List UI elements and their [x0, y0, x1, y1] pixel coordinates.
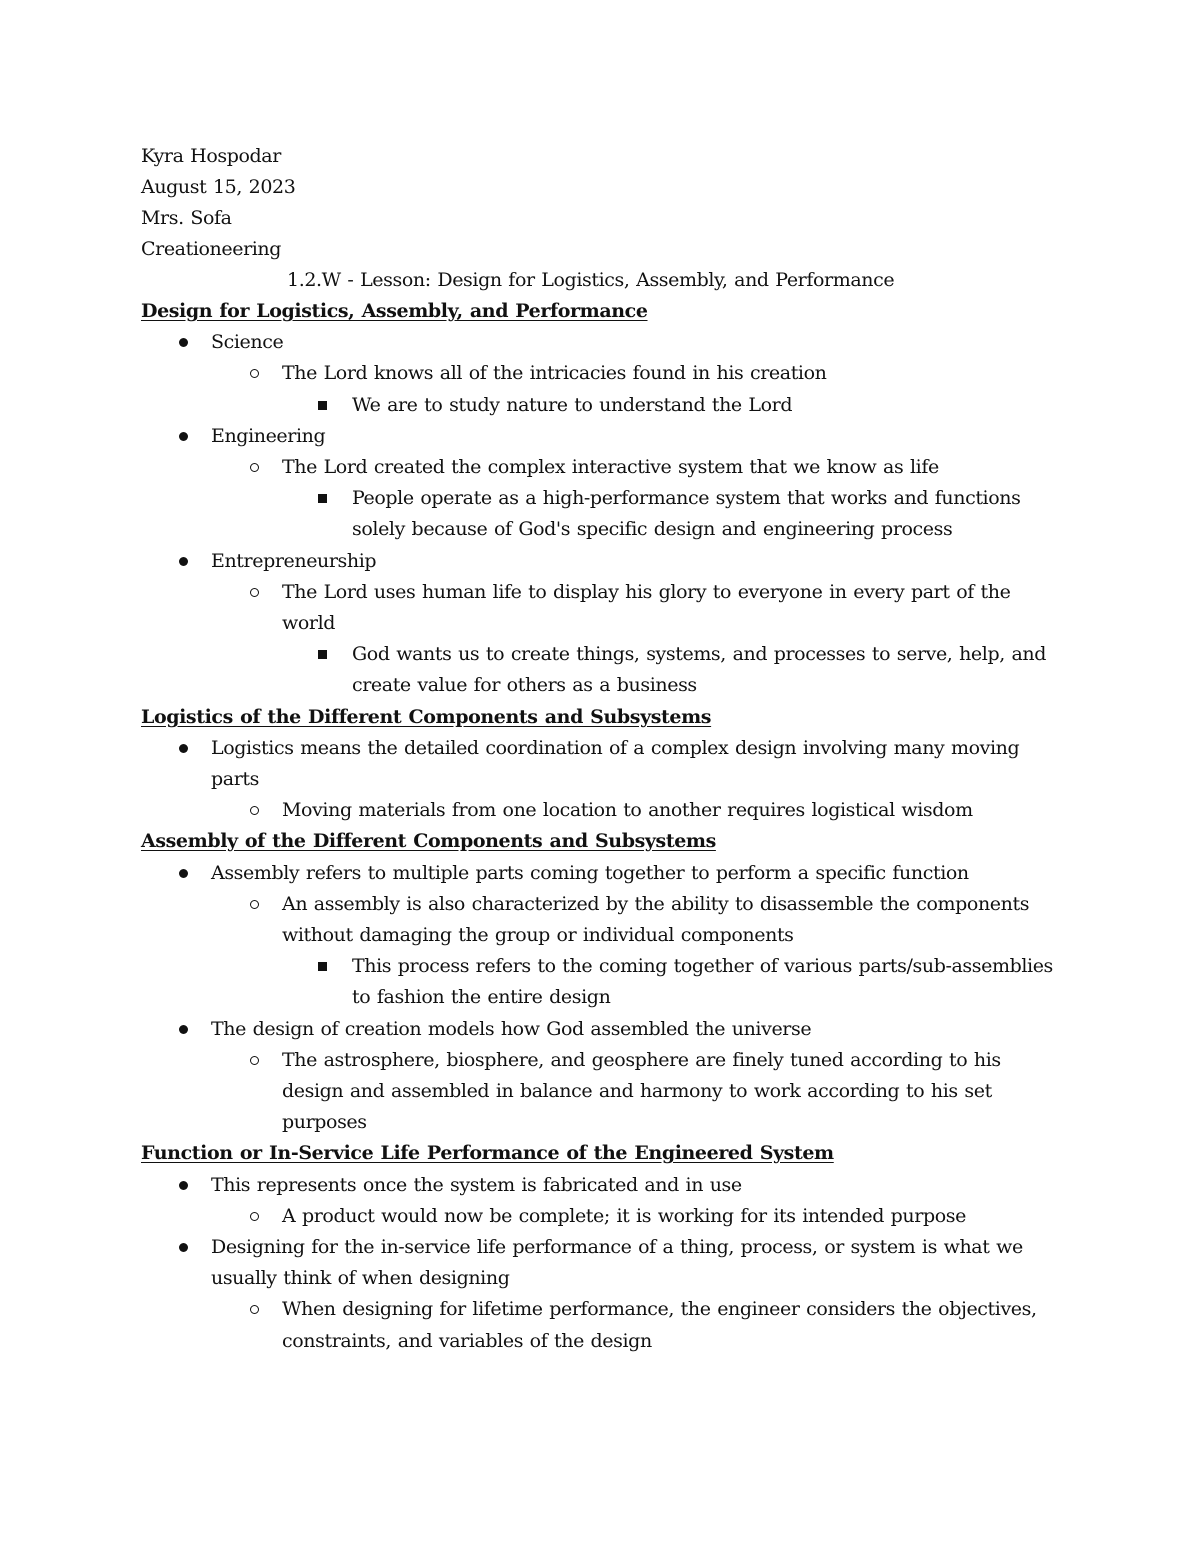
- bullet-circle-icon: [250, 588, 259, 597]
- sub-bullet-item: A product would now be complete; it is working for its intended purpose: [282, 1205, 966, 1227]
- bullet-square-icon: [318, 962, 327, 971]
- sub-sub-bullet-item: We are to study nature to understand the Lord: [352, 394, 793, 416]
- sub-bullet-item: When designing for lifetime performance, the engineer considers the objectives,: [282, 1298, 1037, 1320]
- bullet-circle-icon: [250, 1212, 259, 1221]
- sub-bullet-item-continued: without damaging the group or individual components: [282, 924, 794, 946]
- bullet-dot-icon: [179, 1025, 188, 1034]
- bullet-item: Engineering: [211, 425, 326, 447]
- section-heading: Design for Logistics, Assembly, and Performance: [141, 300, 648, 322]
- sub-bullet-item-continued: constraints, and variables of the design: [282, 1330, 652, 1352]
- sub-bullet-item-continued: purposes: [282, 1111, 367, 1133]
- sub-sub-bullet-item: God wants us to create things, systems, and processes to serve, help, and: [352, 643, 1047, 665]
- bullet-dot-icon: [179, 869, 188, 878]
- sub-sub-bullet-item: This process refers to the coming together of various parts/sub-assemblies: [352, 955, 1053, 977]
- bullet-circle-icon: [250, 900, 259, 909]
- sub-sub-bullet-item-continued: create value for others as a business: [352, 674, 697, 696]
- bullet-dot-icon: [179, 432, 188, 441]
- sub-bullet-item-continued: world: [282, 612, 336, 634]
- bullet-dot-icon: [179, 1181, 188, 1190]
- bullet-dot-icon: [179, 1243, 188, 1252]
- sub-bullet-item: The Lord uses human life to display his glory to everyone in every part of the: [282, 581, 1011, 603]
- section-heading: Function or In-Service Life Performance of the Engineered System: [141, 1142, 834, 1164]
- document-date: August 15, 2023: [141, 176, 296, 198]
- sub-sub-bullet-item: People operate as a high-performance system that works and functions: [352, 487, 1021, 509]
- bullet-circle-icon: [250, 369, 259, 378]
- bullet-item: Designing for the in-service life performance of a thing, process, or system is what we: [211, 1236, 1023, 1258]
- bullet-circle-icon: [250, 463, 259, 472]
- lesson-title: 1.2.W - Lesson: Design for Logistics, Assembly, and Performance: [287, 269, 895, 291]
- bullet-circle-icon: [250, 806, 259, 815]
- bullet-item: Logistics means the detailed coordination of a complex design involving many moving: [211, 737, 1020, 759]
- bullet-circle-icon: [250, 1056, 259, 1065]
- teacher-name: Mrs. Sofa: [141, 207, 232, 229]
- sub-sub-bullet-item-continued: solely because of God's specific design and engineering process: [352, 518, 953, 540]
- bullet-item-continued: usually think of when designing: [211, 1267, 510, 1289]
- section-heading: Assembly of the Different Components and Subsystems: [141, 830, 716, 852]
- sub-bullet-item: The astrosphere, biosphere, and geosphere are finely tuned according to his: [282, 1049, 1001, 1071]
- bullet-dot-icon: [179, 744, 188, 753]
- bullet-item: Entrepreneurship: [211, 550, 377, 572]
- sub-bullet-item: Moving materials from one location to another requires logistical wisdom: [282, 799, 973, 821]
- bullet-item: Assembly refers to multiple parts coming together to perform a specific function: [211, 862, 969, 884]
- sub-bullet-item: The Lord created the complex interactive system that we know as life: [282, 456, 939, 478]
- bullet-item-continued: parts: [211, 768, 259, 790]
- bullet-dot-icon: [179, 557, 188, 566]
- course-name: Creationeering: [141, 238, 282, 260]
- section-heading: Logistics of the Different Components and Subsystems: [141, 706, 712, 728]
- bullet-item: This represents once the system is fabricated and in use: [211, 1174, 742, 1196]
- bullet-item: The design of creation models how God assembled the universe: [211, 1018, 812, 1040]
- bullet-square-icon: [318, 650, 327, 659]
- bullet-item: Science: [211, 331, 284, 353]
- author-name: Kyra Hospodar: [141, 145, 281, 167]
- sub-bullet-item: The Lord knows all of the intricacies found in his creation: [282, 362, 827, 384]
- bullet-dot-icon: [179, 338, 188, 347]
- bullet-square-icon: [318, 401, 327, 410]
- bullet-circle-icon: [250, 1305, 259, 1314]
- sub-bullet-item: An assembly is also characterized by the ability to disassemble the components: [282, 893, 1030, 915]
- sub-sub-bullet-item-continued: to fashion the entire design: [352, 986, 611, 1008]
- sub-bullet-item-continued: design and assembled in balance and harmony to work according to his set: [282, 1080, 992, 1102]
- bullet-square-icon: [318, 494, 327, 503]
